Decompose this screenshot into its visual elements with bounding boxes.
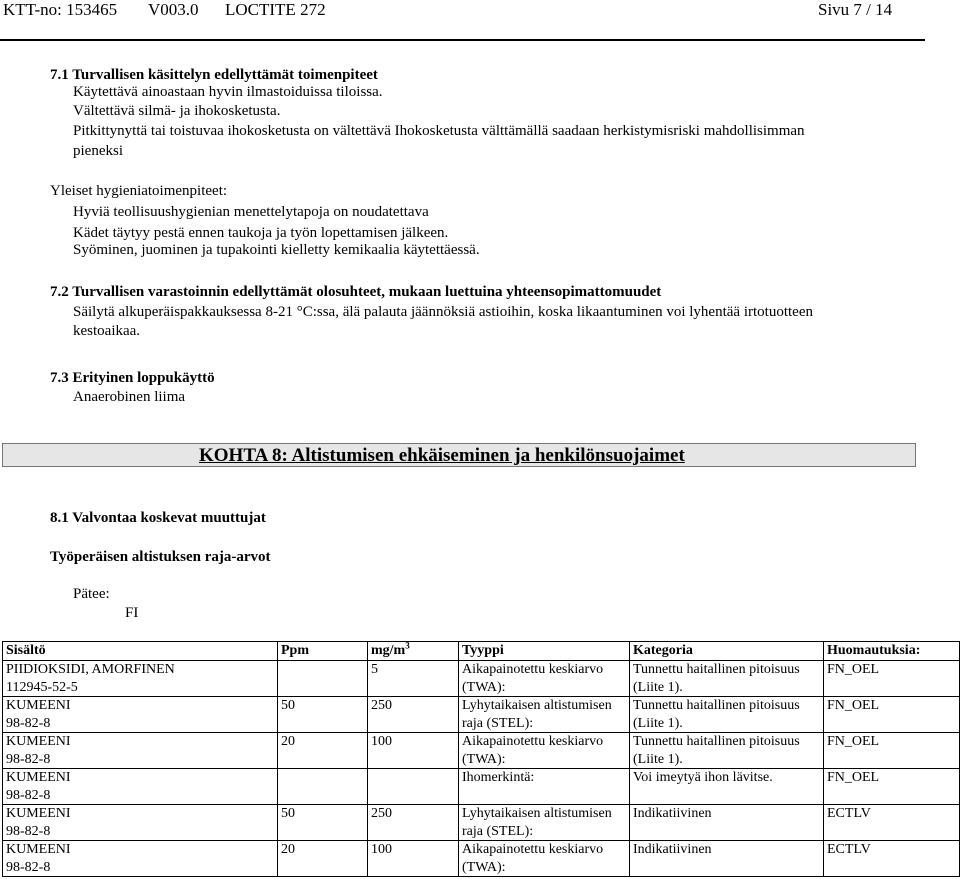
category-line: Voi imeytyä ihon lävitse.: [633, 770, 773, 785]
table-row: [3, 769, 960, 805]
substance-name: KUMEENI: [6, 842, 71, 857]
cell-remarks: FN_OEL: [824, 769, 960, 805]
section-7-1-line: pieneksi: [73, 143, 123, 159]
col-header-mgm3-sup: 3: [405, 641, 410, 651]
type-line: raja (STEL):: [462, 715, 534, 731]
cell-type: [459, 805, 630, 841]
cell-content: [3, 733, 278, 769]
cas-number: 112945-52-5: [6, 679, 78, 695]
exposure-limits-title: Työperäisen altistuksen raja-arvot: [50, 549, 271, 565]
cell-mgm3: 100: [368, 733, 459, 769]
cell-content: [3, 661, 278, 697]
substance-name: KUMEENI: [6, 734, 71, 749]
cell-ppm: [278, 661, 368, 697]
cell-category: [630, 733, 824, 769]
section-7-1-line: Pitkittynyttä tai toistuvaa ihokosketusta on vältettävä Ihokosketusta välttämällä saadaan herkistymisriski mahdollisimman: [73, 123, 805, 139]
category-line: Tunnettu haitallinen pitoisuus: [633, 698, 800, 713]
cell-ppm: 50: [278, 805, 368, 841]
cell-mgm3: 250: [368, 805, 459, 841]
substance-name: KUMEENI: [6, 806, 71, 821]
cell-remarks: FN_OEL: [824, 697, 960, 733]
cell-ppm: 50: [278, 697, 368, 733]
substance-name: KUMEENI: [6, 698, 71, 713]
table-header-row: [3, 642, 960, 661]
cell-content: [3, 697, 278, 733]
cell-content: [3, 841, 278, 877]
hygiene-title: Yleiset hygieniatoimenpiteet:: [50, 183, 228, 199]
category-line: Indikatiivinen: [633, 806, 712, 821]
header-rule: [0, 39, 925, 41]
col-header-content: Sisältö: [3, 642, 278, 661]
section-7-2-line: kestoaikaa.: [73, 323, 141, 339]
cell-category: [630, 805, 824, 841]
cell-category: [630, 661, 824, 697]
section-8-banner-title: KOHTA 8: Altistumisen ehkäiseminen ja henkilönsuojaimet: [199, 445, 685, 466]
cell-remarks: ECTLV: [824, 841, 960, 877]
table-row: [3, 733, 960, 769]
cell-type: [459, 661, 630, 697]
col-header-ppm: Ppm: [278, 642, 368, 661]
table-row: [3, 697, 960, 733]
col-header-type: Tyyppi: [459, 642, 630, 661]
section-7-2-line: Säilytä alkuperäispakkauksessa 8-21 °C:ssa, älä palauta jäännöksiä astioihin, koska likaantuminen voi lyhentää irtotuotteen: [73, 304, 813, 320]
page-number: Sivu 7 / 14: [818, 0, 893, 19]
hygiene-line: Kädet täytyy pestä ennen taukoja ja työn lopettamisen jälkeen.: [73, 225, 449, 241]
section-7-1-line: Käytettävä ainoastaan hyvin ilmastoiduissa tiloissa.: [73, 84, 383, 100]
table-row: [3, 841, 960, 877]
type-line: Ihomerkintä:: [462, 770, 535, 785]
cas-number: 98-82-8: [6, 751, 51, 767]
category-line: (Liite 1).: [633, 679, 683, 695]
substance-name: PIIDIOKSIDI, AMORFINEN: [6, 662, 175, 677]
cas-number: 98-82-8: [6, 823, 51, 839]
section-7-3-text: Anaerobinen liima: [73, 389, 186, 405]
applies-value: FI: [125, 605, 139, 621]
category-line: Indikatiivinen: [633, 842, 712, 857]
doc-version: V003.0: [148, 0, 199, 19]
section-8-1-title: 8.1 Valvontaa koskevat muuttujat: [50, 510, 266, 526]
category-line: (Liite 1).: [633, 715, 683, 731]
section-7-1-line: Vältettävä silmä- ja ihokosketusta.: [73, 103, 281, 119]
cell-ppm: 20: [278, 733, 368, 769]
product-name: LOCTITE 272: [225, 0, 326, 19]
cell-remarks: FN_OEL: [824, 733, 960, 769]
type-line: Lyhytaikaisen altistumisen: [462, 806, 612, 821]
category-line: Tunnettu haitallinen pitoisuus: [633, 662, 800, 677]
cell-ppm: [278, 769, 368, 805]
cas-number: 98-82-8: [6, 859, 51, 875]
col-header-category: Kategoria: [630, 642, 824, 661]
category-line: Tunnettu haitallinen pitoisuus: [633, 734, 800, 749]
hygiene-line: Hyviä teollisuushygienian menettelytapoja on noudatettava: [73, 204, 429, 220]
cell-remarks: FN_OEL: [824, 661, 960, 697]
cell-category: [630, 841, 824, 877]
type-line: Lyhytaikaisen altistumisen: [462, 698, 612, 713]
cell-category: [630, 697, 824, 733]
section-7-3-title: 7.3 Erityinen loppukäyttö: [50, 370, 215, 386]
cell-mgm3: 5: [368, 661, 459, 697]
type-line: (TWA):: [462, 859, 506, 875]
col-header-mgm3: [368, 642, 459, 661]
doc-id: KTT-no: 153465: [3, 0, 118, 19]
cell-content: [3, 769, 278, 805]
cell-ppm: 20: [278, 841, 368, 877]
cas-number: 98-82-8: [6, 715, 51, 731]
hygiene-line: Syöminen, juominen ja tupakointi kielletty kemikaalia käytettäessä.: [73, 242, 480, 258]
cell-type: [459, 769, 630, 805]
section-7-1-title: 7.1 Turvallisen käsittelyn edellyttämät toimenpiteet: [50, 67, 378, 83]
cell-type: [459, 841, 630, 877]
cell-category: [630, 769, 824, 805]
section-7-2-title: 7.2 Turvallisen varastoinnin edellyttämät olosuhteet, mukaan luettuina yhteensopimattomuudet: [50, 284, 662, 300]
col-header-remarks: Huomautuksia:: [824, 642, 960, 661]
type-line: Aikapainotettu keskiarvo: [462, 662, 604, 677]
cell-content: [3, 805, 278, 841]
type-line: Aikapainotettu keskiarvo: [462, 842, 604, 857]
type-line: Aikapainotettu keskiarvo: [462, 734, 604, 749]
cell-type: [459, 697, 630, 733]
section-8-banner: [2, 443, 916, 467]
cell-remarks: ECTLV: [824, 805, 960, 841]
cell-type: [459, 733, 630, 769]
cas-number: 98-82-8: [6, 787, 51, 803]
substance-name: KUMEENI: [6, 770, 71, 785]
cell-mgm3: 250: [368, 697, 459, 733]
col-header-mgm3-label: mg/m: [371, 643, 406, 658]
cell-mgm3: [368, 769, 459, 805]
category-line: (Liite 1).: [633, 751, 683, 767]
type-line: raja (STEL):: [462, 823, 534, 839]
type-line: (TWA):: [462, 751, 506, 767]
table-row: [3, 661, 960, 697]
table-row: [3, 805, 960, 841]
exposure-limits-table: [2, 641, 960, 877]
cell-mgm3: 100: [368, 841, 459, 877]
applies-label: Pätee:: [73, 586, 110, 602]
type-line: (TWA):: [462, 679, 506, 695]
